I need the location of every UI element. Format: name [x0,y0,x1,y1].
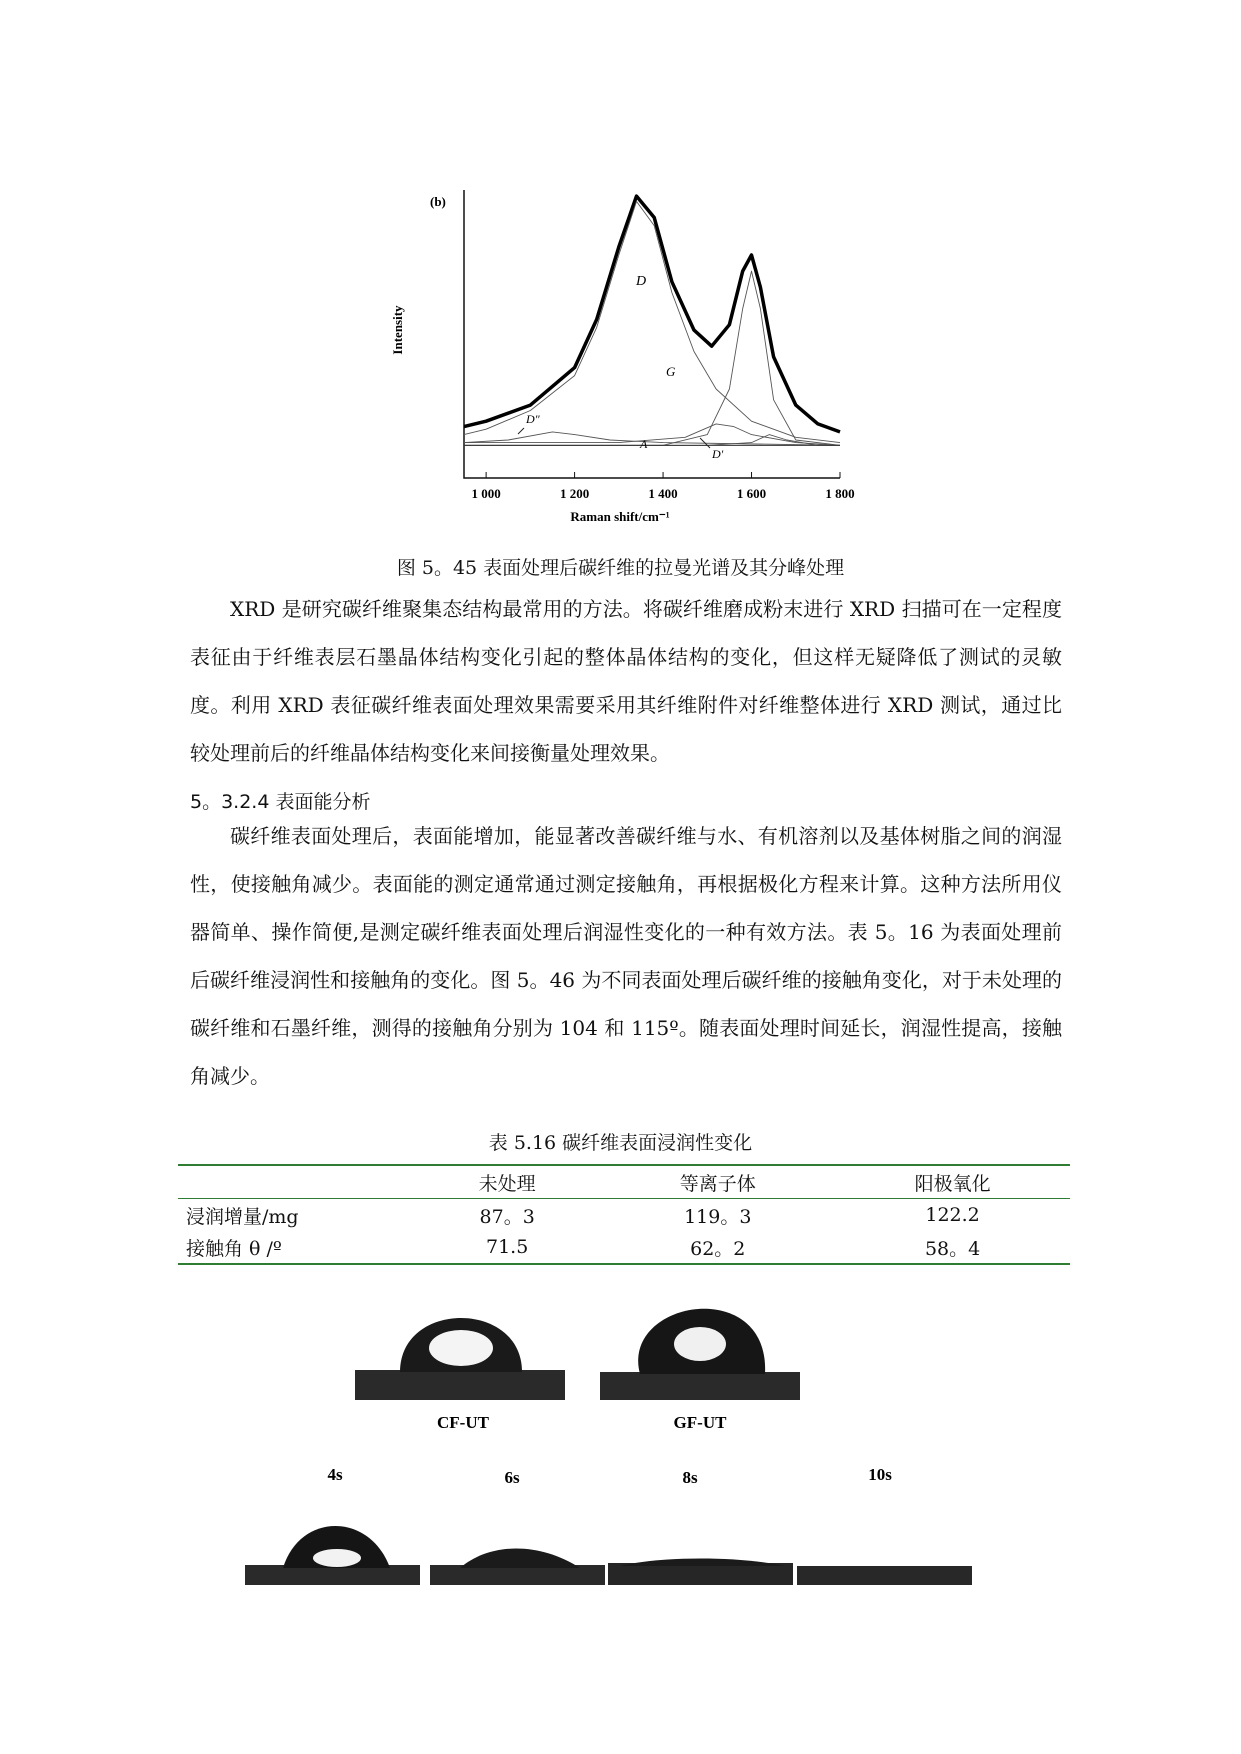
measured-spectrum-line [464,196,840,432]
table-header-untreated: 未处理 [478,1172,536,1195]
droplet-cf-ut [355,1318,565,1400]
table-cell: 122.2 [925,1204,980,1226]
label-gf-ut: GF-UT [673,1413,727,1432]
section-heading: 5。3.2.4 表面能分析 [190,791,371,813]
peak-label-a: A [640,437,648,451]
table-cell: 浸润增量/mg [186,1205,299,1228]
peak-label-d-prime: D' [712,447,724,461]
x-tick-label: 1 200 [559,486,590,501]
plot-area [464,190,840,478]
paragraph-surface-energy-text: 碳纤维表面处理后，表面能增加，能显著改善碳纤维与水、有机溶剂以及基体树脂之间的润湿性，使接触角减少。表面能的测定通常通过测定接触角，再根据极化方程来计算。这种方法所用仪器简单、操作简便,是测定碳纤维表面处理后润湿性变化的一种有效方法。表 5。16 为表面处理前后碳纤维浸润性和接触角的变化。图 5。46 为不同表面处理后碳纤维的接触角变化，对于未处理的碳纤维和石墨纤维，测得的接触角分别为 104 和 115º。随表面处理时间延长，润湿性提高，接触角减少。 [190,824,1062,1088]
x-tick-label: 1 000 [471,486,501,501]
x-tick-label: 1 800 [825,486,855,501]
table-cell: 87。3 [479,1205,535,1228]
paragraph-xrd [190,585,1062,777]
table-header-empty [178,1165,414,1199]
x-ticks [471,472,854,501]
y-axis-label: Intensity [390,305,405,355]
table-cell: 接触角 θ /º [186,1237,282,1260]
table-5-16-caption: 表 5.16 碳纤维表面浸润性变化 [488,1132,753,1154]
label-10s: 10s [868,1465,892,1484]
peak-label-d2: D" [526,412,540,426]
x-axis-label: Raman shift/cm⁻¹ [570,509,670,524]
figure-5-45-caption: 图 5。45 表面处理后碳纤维的拉曼光谱及其分峰处理 [396,557,845,579]
contact-angle-figure [0,1280,1241,1620]
droplet-4s [245,1526,420,1585]
raman-spectrum-chart [390,160,880,530]
wettability-table [178,1164,1070,1265]
table-cell: 62。2 [690,1237,746,1260]
table-header-anodic: 阳极氧化 [914,1172,991,1195]
paragraph-xrd-text: XRD 是研究碳纤维聚集态结构最常用的方法。将碳纤维磨成粉末进行 XRD 扫描可在一定程度表征由于纤维表层石墨晶体结构变化引起的整体晶体结构的变化，但这样无疑降低了测试的灵敏度。利用 XRD 表征碳纤维表面处理效果需要采用其纤维附件对纤维整体进行 XRD 测试，通过比较处理前后的纤维晶体结构变化来间接衡量处理效果。 [190,597,1062,765]
fitted-peak-line [464,201,840,442]
label-4s: 4s [327,1465,343,1484]
table-header-plasma: 等离子体 [679,1172,756,1195]
panel-label: (b) [430,194,446,209]
peak-label-d: D [636,274,647,289]
table-cell: 71.5 [486,1236,529,1258]
label-6s: 6s [504,1468,520,1487]
d2-pointer [518,428,524,434]
label-8s: 8s [682,1468,698,1487]
droplet-gf-ut [600,1309,800,1400]
table-cell: 119。3 [684,1205,752,1228]
label-cf-ut: CF-UT [437,1413,489,1432]
table-row [178,1231,1070,1264]
table-row [178,1199,1070,1232]
table-header-row [178,1165,1070,1199]
x-tick-label: 1 600 [736,486,767,501]
fitted-peak-line [464,271,840,445]
peak-label-g: G [666,364,676,379]
droplet-6s [430,1549,605,1586]
droplet-10s [797,1566,972,1585]
table-cell: 58。4 [924,1237,981,1260]
paragraph-surface-energy [190,812,1062,1100]
axes [464,190,840,478]
x-tick-label: 1 400 [648,486,678,501]
droplet-8s [608,1559,793,1586]
